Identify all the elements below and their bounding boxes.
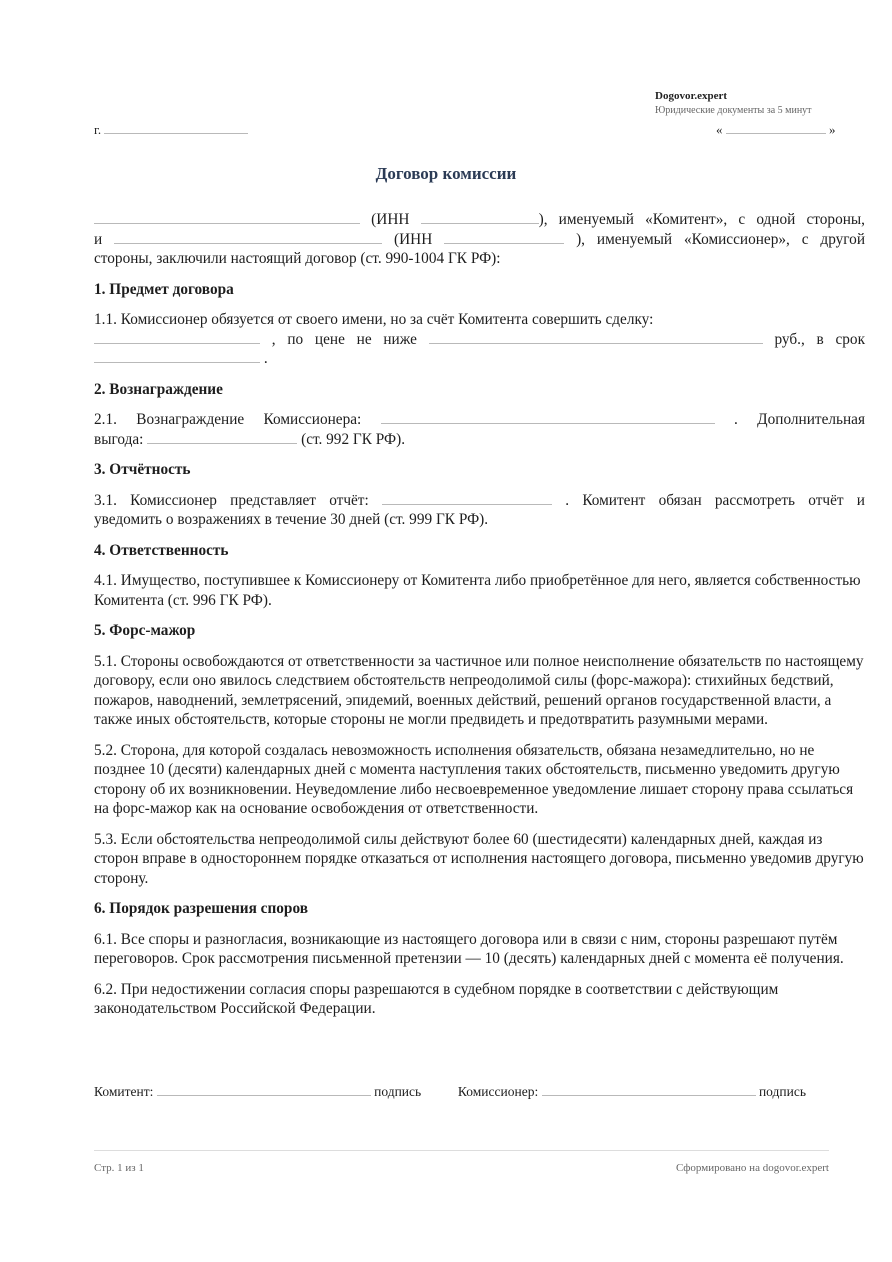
preamble-and: и <box>94 230 103 248</box>
price-blank[interactable] <box>429 331 763 344</box>
city-blank[interactable] <box>104 121 248 134</box>
party1-name-blank[interactable] <box>94 211 360 224</box>
clause-1-1-price-text: , по цене не ниже <box>271 330 417 348</box>
preamble-line-1 <box>94 210 865 230</box>
clause-2-1-text-d: (ст. 992 ГК РФ). <box>301 430 406 448</box>
clause-5-3: 5.3. Если обстоятельства непреодолимой силы действуют более 60 (шестидесяти) календарных дней, каждая из сторон вправе в одностороннем порядке отказаться от исполнения настоящего договора, письменно уведомив другую сторону. <box>94 830 864 887</box>
document-body <box>94 210 865 1030</box>
deal-blank[interactable] <box>94 331 260 344</box>
clause-1-1-line-3 <box>94 349 865 369</box>
benefit-blank[interactable] <box>147 431 297 444</box>
document-title: Договор комиссии <box>375 164 517 183</box>
party2-name-blank[interactable] <box>114 231 382 244</box>
clause-5-1: 5.1. Стороны освобождаются от ответственности за частичное или полное неисполнение обязательств по настоящему договору, если оно явилось следствием обстоятельств непреодолимой силы (форс-мажора): стихийных бедствий, пожаров, наводнений, землетрясений, эпидемий, военных действий, решений органов государственной власти, а также иных обстоятельств, которые стороны не могли предвидеть и предотвратить разумными мерами. <box>94 652 864 728</box>
reward-blank[interactable] <box>381 411 715 424</box>
party2-tail: ), именуемый «Комиссионер», с другой <box>576 230 866 248</box>
report-blank[interactable] <box>382 492 552 505</box>
party1-tail: ), именуемый «Комитент», с одной стороны, <box>538 211 866 228</box>
clause-2-1-text-b: . Дополнительная <box>734 411 865 428</box>
signature-party2-label: Комиссионер: <box>457 1084 539 1099</box>
signature-party1-blank[interactable] <box>157 1083 371 1096</box>
clause-2-1-text-c: выгода: <box>94 430 144 448</box>
clause-5-2: 5.2. Сторона, для которой создалась невозможность исполнения обязательств, обязана незамедлительно, но не позднее 10 (десяти) календарных дней с момента наступления таких обстоятельств, письменно уведомить другую сторону об их возникновении. Неуведомление либо несвоевременное уведомление лишает сторону права ссылаться на форс-мажор как на основание освобождения от ответственности. <box>94 741 854 817</box>
signature-party1-caption: подпись <box>374 1084 422 1099</box>
clause-2-1-line-1 <box>94 410 865 430</box>
signature-party1-label: Комитент: <box>94 1084 154 1099</box>
section-2-heading: 2. Вознаграждение <box>94 380 223 398</box>
clause-1-1-line-2 <box>94 330 865 350</box>
clause-3-1-line-1 <box>94 491 865 511</box>
city-field <box>94 121 248 138</box>
brand-name[interactable]: Dogovor.expert <box>655 90 727 102</box>
party2-inn-label: (ИНН <box>394 230 433 248</box>
party2-inn-blank[interactable] <box>444 231 564 244</box>
date-open-quote: « <box>716 122 723 137</box>
clause-6-1: 6.1. Все споры и разногласия, возникающие из настоящего договора или в связи с ним, стороны разрешают путём переговоров. Срок рассмотрения письменной претензии — 10 (десять) календарных дней с момента её получения. <box>94 930 844 967</box>
clause-6-2: 6.2. При недостижении согласия споры разрешаются в судебном порядке в соответствии с действующим законодательством Российской Федерации. <box>94 980 779 1017</box>
date-blank[interactable] <box>726 121 826 134</box>
brand-tagline: Юридические документы за 5 минут <box>655 105 812 116</box>
clause-1-1-line-1: 1.1. Комиссионер обязуется от своего имени, но за счёт Комитента совершить сделку: <box>94 311 654 328</box>
section-1-heading: 1. Предмет договора <box>94 280 234 298</box>
preamble-line-3: стороны, заключили настоящий договор (ст. 990-1004 ГК РФ): <box>94 250 501 267</box>
signature-party2-blank[interactable] <box>542 1083 756 1096</box>
party1-inn-blank[interactable] <box>421 211 539 224</box>
footer-divider <box>94 1150 829 1151</box>
clause-3-1-text-b: . Комитент обязан рассмотреть отчёт и <box>565 491 865 509</box>
preamble-line-2 <box>94 230 865 250</box>
clause-2-1-line-2 <box>94 430 865 450</box>
clause-4-1: 4.1. Имущество, поступившее к Комиссионеру от Комитента либо приобретённое для него, является собственностью Комитента (ст. 996 ГК РФ). <box>94 572 861 609</box>
city-prefix: г. <box>94 122 102 137</box>
signature-row <box>94 1083 806 1101</box>
section-6-heading: 6. Порядок разрешения споров <box>94 900 308 917</box>
section-4-heading: 4. Ответственность <box>94 541 229 559</box>
clause-3-1-line-2: уведомить о возражениях в течение 30 дней (ст. 999 ГК РФ). <box>94 511 489 528</box>
brand-block <box>655 89 812 118</box>
clause-1-1-rub-text: руб., в срок <box>774 330 866 348</box>
footer-generated-note: Сформировано на dogovor.expert <box>675 1162 829 1174</box>
date-field <box>716 121 836 138</box>
clause-2-1-text-a: 2.1. Вознаграждение Комиссионера: <box>94 411 362 428</box>
party1-inn-label: (ИНН <box>371 211 410 228</box>
term-blank[interactable] <box>94 350 260 363</box>
footer-page-number: Стр. 1 из 1 <box>94 1162 144 1174</box>
date-close-quote: » <box>829 122 836 137</box>
clause-1-1-end: . <box>263 350 268 367</box>
section-5-heading: 5. Форс-мажор <box>94 622 196 639</box>
section-3-heading: 3. Отчётность <box>94 461 191 478</box>
signature-party2-caption: подпись <box>758 1084 807 1099</box>
clause-3-1-text-a: 3.1. Комиссионер представляет отчёт: <box>94 491 369 509</box>
